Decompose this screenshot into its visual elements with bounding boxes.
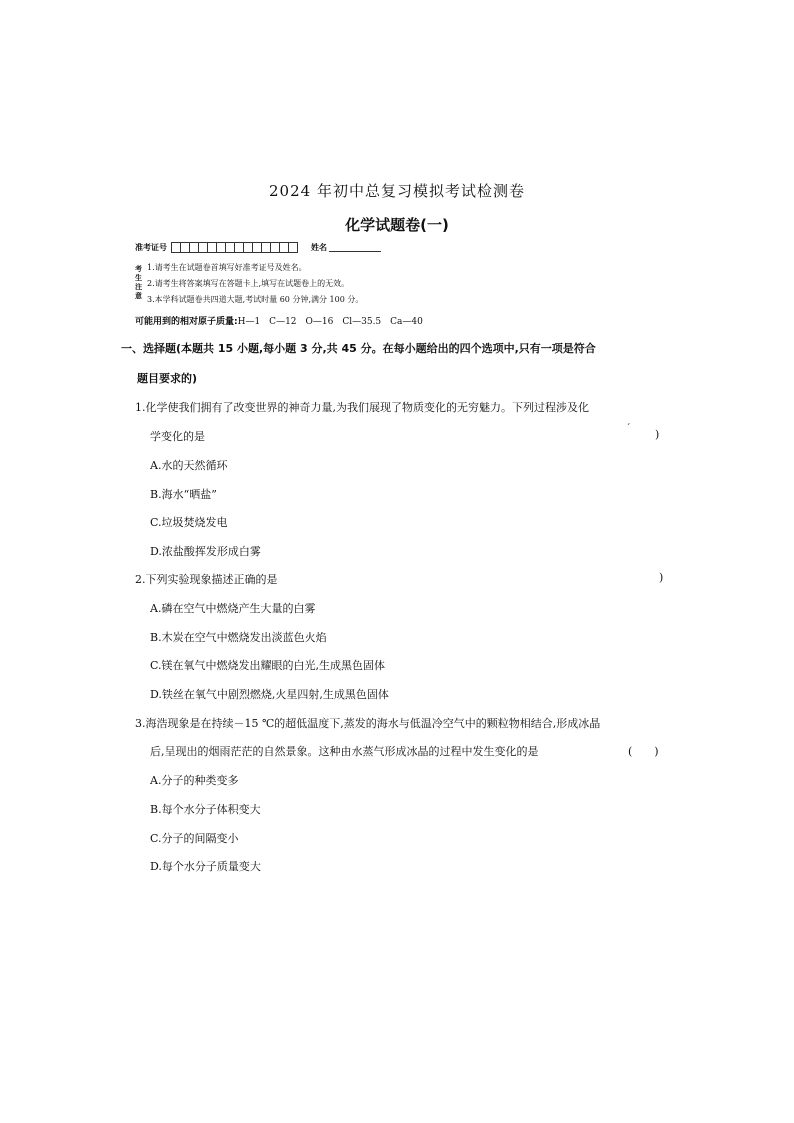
option-d[interactable]: D.浓盐酸挥发形成白雾 [150,545,261,558]
note-line: 1.请考生在试题卷首填写好准考证号及姓名。 [147,263,307,272]
atomic-mass-label: 可能用到的相对原子质量: [135,317,238,327]
question-1-stem-cont: 学变化的是 [150,430,205,443]
name-label: 姓名 [311,241,327,252]
option-c[interactable]: C.分子的间隔变小 [150,832,239,845]
option-d[interactable]: D.铁丝在氧气中剧烈燃烧,火星四射,生成黑色固体 [150,688,389,701]
atomic-mass-line [135,314,423,327]
scan-mark: ˊ [626,424,631,434]
question-2-stem: 2.下列实验现象描述正确的是 [135,573,278,586]
question-1-stem: 1.化学使我们拥有了改变世界的神奇力量,为我们展现了物质变化的无穷魅力。下列过程涉及化 [135,401,589,414]
option-c[interactable]: C.镁在氧气中燃烧发出耀眼的白光,生成黑色固体 [150,659,386,672]
option-c[interactable]: C.垃圾焚烧发电 [150,516,228,529]
option-a[interactable]: A.分子的种类变多 [150,774,239,787]
candidate-info-row [135,240,381,254]
notes-side-label: 考生注意 [135,264,142,300]
answer-paren: ( ) [628,745,659,758]
question-3-stem: 3.海浩现象是在持续－15 ℃的超低温度下,蒸发的海水与低温冷空气中的颗粒物相结合,形成冰晶 [135,717,601,730]
exam-title: 2024 年初中总复习模拟考试检测卷 [269,182,525,200]
atomic-mass-values: H—1 C—12 O—16 Cl—35.5 Ca—40 [237,317,423,327]
section-heading: 一、选择题(本题共 15 小题,每小题 3 分,共 45 分。在每小题给出的四个选项中,只有一项是符合 [121,342,596,355]
section-heading-cont: 题目要求的) [137,372,198,385]
option-d[interactable]: D.每个水分子质量变大 [150,860,261,873]
option-b[interactable]: B.海水“晒盐” [150,488,217,501]
note-line: 2.请考生将答案填写在答题卡上,填写在试题卷上的无效。 [147,279,350,288]
id-label: 准考证号 [135,241,167,252]
option-a[interactable]: A.磷在空气中燃烧产生大量的白雾 [150,602,316,615]
note-line: 3.本学科试题卷共四道大题,考试时量 60 分钟,满分 100 分。 [147,295,364,304]
name-field-line[interactable] [329,242,381,252]
option-b[interactable]: B.木炭在空气中燃烧发出淡蓝色火焰 [150,631,327,644]
exam-subtitle: 化学试题卷(一) [345,216,449,234]
answer-paren: ) [655,428,660,441]
id-number-boxes[interactable] [171,242,297,253]
option-a[interactable]: A.水的天然循环 [150,459,228,472]
option-b[interactable]: B.每个水分子体积变大 [150,803,261,816]
answer-paren: ) [659,571,664,584]
id-digit-box[interactable] [288,242,298,253]
question-3-stem-cont: 后,呈现出的烟雨茫茫的自然景象。这种由水蒸气形成冰晶的过程中发生变化的是 [150,745,539,758]
